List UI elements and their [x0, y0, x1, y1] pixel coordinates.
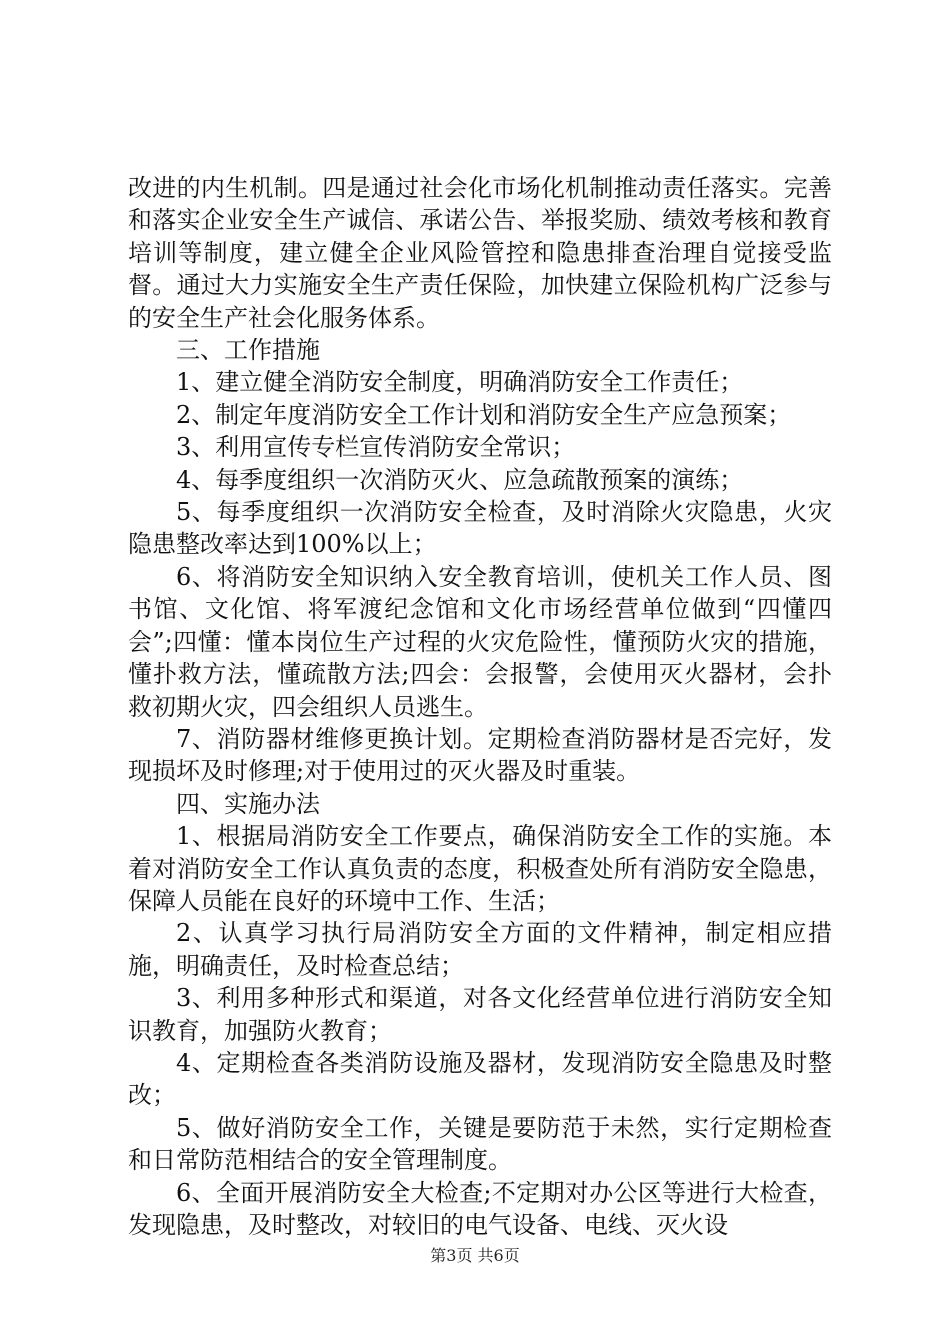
section-heading-implementation: 四、实施办法 [176, 789, 320, 818]
measure-item-4: 4、每季度组织一次消防灭火、应急疏散预案的演练； [176, 465, 744, 494]
implementation-item-2: 2、认真学习执行局消防安全方面的文件精神，制定相应措施，明确责任，及时检查总结； [128, 919, 832, 980]
implementation-item-6: 6、全面开展消防安全大检查;不定期对办公区等进行大检查，发现隐患，及时整改，对较旧的电气设备、电线、灭火设 [128, 1178, 832, 1239]
page-number-footer: 第3页 共6页 [430, 1246, 520, 1265]
implementation-item-5: 5、做好消防安全工作，关键是要防范于未然，实行定期检查和日常防范相结合的安全管理制度。 [128, 1113, 832, 1175]
measure-item-5: 5、每季度组织一次消防安全检查，及时消除火灾隐患，火灾隐患整改率达到100%以上； [128, 498, 832, 559]
measure-item-1: 1、建立健全消防安全制度，明确消防安全工作责任； [176, 368, 744, 397]
implementation-item-3: 3、利用多种形式和渠道，对各文化经营单位进行消防安全知识教育，加强防火教育； [128, 984, 832, 1045]
implementation-item-4: 4、定期检查各类消防设施及器材，发现消防安全隐患及时整改； [128, 1048, 832, 1110]
measure-item-2: 2、制定年度消防安全工作计划和消防安全生产应急预案； [176, 400, 792, 429]
measure-item-3: 3、利用宣传专栏宣传消防安全常识； [176, 433, 576, 462]
measure-item-6: 6、将消防安全知识纳入安全教育培训，使机关工作人员、图书馆、文化馆、将军渡纪念馆和文化市场经营单位做到“四懂四会”;四懂：懂本岗位生产过程的火灾危险性，懂预防火灾的措施，懂扑救方法，懂疏散方法;四会：会报警，会使用灭火器材，会扑救初期火灾，四会组织人员逃生。 [128, 562, 832, 721]
measure-item-7: 7、消防器材维修更换计划。定期检查消防器材是否完好，发现损坏及时修理;对于使用过的灭火器及时重装。 [128, 724, 832, 786]
section-heading-measures: 三、工作措施 [176, 336, 320, 365]
document-body [128, 172, 832, 1241]
implementation-item-1: 1、根据局消防安全工作要点，确保消防安全工作的实施。本着对消防安全工作认真负责的态度，积极查处所有消防安全隐患，保障人员能在良好的环境中工作、生活； [128, 822, 832, 915]
paragraph-1: 改进的内生机制。四是通过社会化市场化机制推动责任落实。完善和落实企业安全生产诚信、承诺公告、举报奖励、绩效考核和教育培训等制度，建立健全企业风险管控和隐患排查治理自觉接受监督。通过大力实施安全生产责任保险，加快建立保险机构广泛参与的安全生产社会化服务体系。 [128, 174, 832, 332]
